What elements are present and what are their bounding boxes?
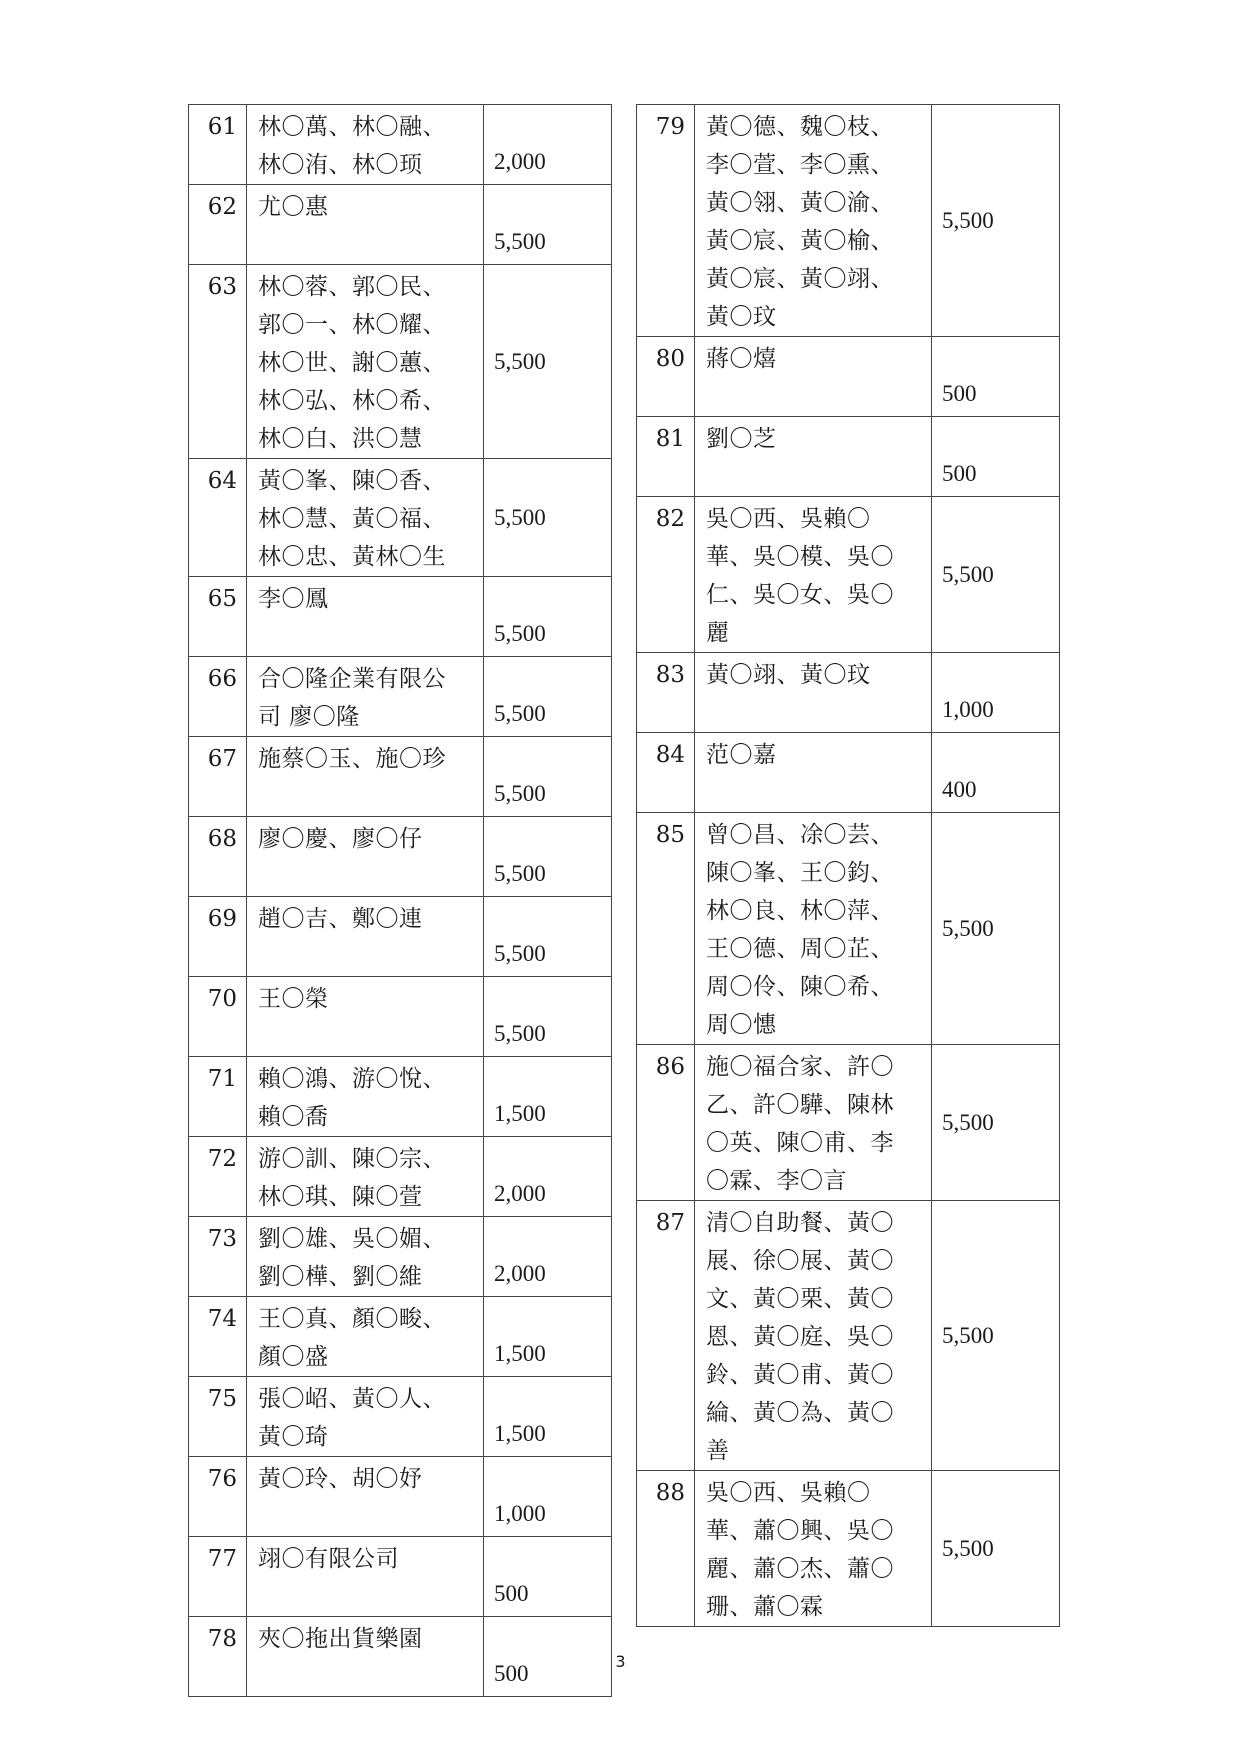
donor-names-line: 陳〇峯、王〇鈞、 (706, 860, 894, 886)
donor-row (637, 497, 1060, 653)
donor-names-line: 王〇榮 (258, 986, 329, 1012)
donor-names-line: 施蔡〇玉、施〇珍 (258, 746, 446, 772)
row-number: 82 (637, 497, 695, 653)
donation-amount: 5,500 (484, 577, 612, 657)
donor-names (695, 813, 932, 1045)
donor-names-line: 趙〇吉、鄭〇連 (258, 906, 423, 932)
row-number: 67 (189, 737, 247, 817)
donation-amount: 2,000 (484, 1137, 612, 1217)
donor-names-line: 乙、許〇驊、陳林 (706, 1092, 894, 1118)
donor-names-line: 李〇萱、李〇熏、 (706, 152, 894, 178)
donor-row (637, 337, 1060, 417)
donation-amount: 5,500 (484, 185, 612, 265)
donation-amount: 5,500 (932, 1045, 1060, 1201)
donor-names-line: 劉〇樺、劉〇維 (258, 1264, 423, 1290)
donation-amount: 5,500 (484, 459, 612, 577)
donor-names-line: 黃〇玟 (706, 304, 777, 330)
donor-names-line: 劉〇雄、吳〇媚、 (258, 1226, 446, 1252)
donor-row (189, 265, 612, 459)
donor-names-line: 華、吳〇模、吳〇 (706, 544, 894, 570)
row-number: 65 (189, 577, 247, 657)
donor-names-line: 林〇世、謝〇蕙、 (258, 350, 446, 376)
donor-names-line: 綸、黃〇為、黃〇 (706, 1400, 894, 1426)
donor-names (247, 265, 484, 459)
donation-amount: 500 (484, 1537, 612, 1617)
donor-names-line: 華、蕭〇興、吳〇 (706, 1518, 894, 1544)
donation-amount: 500 (932, 337, 1060, 417)
donor-names-line: 鈴、黃〇甫、黃〇 (706, 1362, 894, 1388)
donation-amount: 500 (484, 1617, 612, 1697)
donor-row (189, 817, 612, 897)
donor-names (247, 1217, 484, 1297)
row-number: 71 (189, 1057, 247, 1137)
donor-row (189, 977, 612, 1057)
donor-names-line: 林〇慧、黃〇福、 (258, 506, 446, 532)
donor-names-line: 黃〇峯、陳〇香、 (258, 468, 446, 494)
donor-names-line: 林〇洧、林〇顼 (258, 152, 423, 178)
donor-row (189, 459, 612, 577)
donation-amount: 5,500 (932, 1471, 1060, 1627)
donor-names-line: 施〇福合家、許〇 (706, 1054, 894, 1080)
donor-table-right (636, 104, 1060, 1627)
row-number: 66 (189, 657, 247, 737)
row-number: 78 (189, 1617, 247, 1697)
row-number: 85 (637, 813, 695, 1045)
row-number: 72 (189, 1137, 247, 1217)
donor-names-line: 仁、吳〇女、吳〇 (706, 582, 894, 608)
row-number: 64 (189, 459, 247, 577)
row-number: 79 (637, 105, 695, 337)
donor-names (247, 459, 484, 577)
donor-names-line: 張〇岹、黃〇人、 (258, 1386, 446, 1412)
donor-names-line: 黃〇翊、黃〇玟 (706, 662, 871, 688)
donor-row (189, 1297, 612, 1377)
donor-names-line: 黃〇德、魏〇枝、 (706, 114, 894, 140)
donor-names-line: 林〇萬、林〇融、 (258, 114, 446, 140)
donor-names-line: 展、徐〇展、黃〇 (706, 1248, 894, 1274)
donation-amount: 2,000 (484, 105, 612, 185)
donor-row (637, 1201, 1060, 1471)
donor-row (189, 185, 612, 265)
donor-names-line: 顏〇盛 (258, 1344, 329, 1370)
donor-names (247, 1377, 484, 1457)
donation-amount: 5,500 (484, 817, 612, 897)
donor-names (247, 657, 484, 737)
donor-names (247, 897, 484, 977)
donor-names-line: 曾〇昌、凃〇芸、 (706, 822, 894, 848)
donation-amount: 5,500 (484, 737, 612, 817)
donor-names-line: 吳〇西、吳賴〇 (706, 506, 871, 532)
donor-row (189, 1537, 612, 1617)
donor-names-line: 范〇嘉 (706, 742, 777, 768)
donor-names (695, 337, 932, 417)
donor-names-line: 麗、蕭〇杰、蕭〇 (706, 1556, 894, 1582)
donor-names-line: 林〇蓉、郭〇民、 (258, 274, 446, 300)
row-number: 76 (189, 1457, 247, 1537)
donor-names-line: 黃〇宸、黃〇榆、 (706, 228, 894, 254)
donation-amount: 400 (932, 733, 1060, 813)
donor-names (247, 817, 484, 897)
donation-amount: 5,500 (484, 657, 612, 737)
donor-names-line: 麗 (706, 620, 730, 646)
row-number: 63 (189, 265, 247, 459)
donation-amount: 5,500 (484, 897, 612, 977)
donor-row (189, 1137, 612, 1217)
donor-names-line: 林〇弘、林〇希、 (258, 388, 446, 414)
donor-names (247, 737, 484, 817)
donation-amount: 5,500 (484, 977, 612, 1057)
donor-names-line: 賴〇喬 (258, 1104, 329, 1130)
donation-amount: 5,500 (932, 813, 1060, 1045)
donor-names-line: 尤〇惠 (258, 194, 329, 220)
row-number: 87 (637, 1201, 695, 1471)
donor-row (189, 1377, 612, 1457)
donor-row (637, 105, 1060, 337)
donation-amount: 5,500 (484, 265, 612, 459)
row-number: 74 (189, 1297, 247, 1377)
donor-names (247, 577, 484, 657)
donor-names-line: 周〇憓 (706, 1012, 777, 1038)
row-number: 73 (189, 1217, 247, 1297)
row-number: 86 (637, 1045, 695, 1201)
donor-names-line: 合〇隆企業有限公 (258, 666, 446, 692)
donor-names-line: 林〇琪、陳〇萱 (258, 1184, 423, 1210)
donor-names-line: 黃〇翎、黃〇渝、 (706, 190, 894, 216)
donor-names-line: 夾〇拖出貨樂園 (258, 1626, 423, 1652)
donation-amount: 5,500 (932, 497, 1060, 653)
donor-row (189, 1217, 612, 1297)
donor-names-line: 文、黃〇栗、黃〇 (706, 1286, 894, 1312)
row-number: 81 (637, 417, 695, 497)
donor-row (189, 657, 612, 737)
row-number: 69 (189, 897, 247, 977)
donor-names-line: 賴〇鴻、游〇悅、 (258, 1066, 446, 1092)
row-number: 80 (637, 337, 695, 417)
page-number: 3 (615, 1652, 626, 1671)
donor-names-line: 王〇德、周〇芷、 (706, 936, 894, 962)
donation-amount: 2,000 (484, 1217, 612, 1297)
donor-names-line: 清〇自助餐、黃〇 (706, 1210, 894, 1236)
donor-names-line: 游〇訓、陳〇宗、 (258, 1146, 446, 1172)
donor-row (189, 1057, 612, 1137)
row-number: 77 (189, 1537, 247, 1617)
donor-table-left (188, 104, 612, 1697)
donor-row (189, 105, 612, 185)
donor-row (637, 1045, 1060, 1201)
donor-names (247, 1297, 484, 1377)
donation-amount: 1,500 (484, 1297, 612, 1377)
row-number: 70 (189, 977, 247, 1057)
donor-names (695, 733, 932, 813)
donor-row (189, 897, 612, 977)
donor-names (695, 497, 932, 653)
donation-amount: 1,000 (484, 1457, 612, 1537)
donor-names-line: 〇霖、李〇言 (706, 1168, 847, 1194)
donor-names-line: 廖〇慶、廖〇仔 (258, 826, 423, 852)
donor-names-line: 吳〇西、吳賴〇 (706, 1480, 871, 1506)
donor-names-line: 李〇鳳 (258, 586, 329, 612)
donation-amount: 1,500 (484, 1057, 612, 1137)
donor-names-line: 王〇真、顏〇畯、 (258, 1306, 446, 1332)
donor-row (189, 1457, 612, 1537)
donor-names-line: 劉〇芝 (706, 426, 777, 452)
donation-amount: 500 (932, 417, 1060, 497)
row-number: 68 (189, 817, 247, 897)
donor-names (247, 1057, 484, 1137)
row-number: 88 (637, 1471, 695, 1627)
donor-names-line: 蔣〇熺 (706, 346, 777, 372)
donor-names-line: 〇英、陳〇甫、李 (706, 1130, 894, 1156)
donor-row (637, 733, 1060, 813)
donor-names (247, 1457, 484, 1537)
donor-row (637, 813, 1060, 1045)
donor-names (695, 1201, 932, 1471)
donation-amount: 5,500 (932, 105, 1060, 337)
donation-amount: 5,500 (932, 1201, 1060, 1471)
donor-names-line: 林〇忠、黃林〇生 (258, 544, 446, 570)
donor-names (247, 1137, 484, 1217)
donor-names-line: 林〇良、林〇萍、 (706, 898, 894, 924)
donor-names (247, 105, 484, 185)
donation-amount: 1,000 (932, 653, 1060, 733)
donor-row (637, 417, 1060, 497)
donor-names (695, 653, 932, 733)
donor-names-line: 林〇白、洪〇慧 (258, 426, 423, 452)
donor-names (247, 977, 484, 1057)
donor-names-line: 珊、蕭〇霖 (706, 1594, 824, 1620)
donor-names-line: 黃〇玲、胡〇妤 (258, 1466, 423, 1492)
donor-names (247, 185, 484, 265)
row-number: 62 (189, 185, 247, 265)
row-number: 83 (637, 653, 695, 733)
donor-names-line: 黃〇宸、黃〇翊、 (706, 266, 894, 292)
row-number: 61 (189, 105, 247, 185)
row-number: 84 (637, 733, 695, 813)
donor-names-line: 司 廖〇隆 (258, 704, 360, 730)
donor-names (695, 105, 932, 337)
donor-names (695, 1471, 932, 1627)
donor-names-line: 翊〇有限公司 (258, 1546, 399, 1572)
donor-names (695, 1045, 932, 1201)
donor-row (637, 653, 1060, 733)
donor-names (247, 1537, 484, 1617)
donor-row (189, 737, 612, 817)
donor-names-line: 黃〇琦 (258, 1424, 329, 1450)
donor-row (189, 577, 612, 657)
donor-names (695, 417, 932, 497)
donor-names-line: 郭〇一、林〇耀、 (258, 312, 446, 338)
row-number: 75 (189, 1377, 247, 1457)
donation-amount: 1,500 (484, 1377, 612, 1457)
donor-names-line: 恩、黃〇庭、吳〇 (706, 1324, 894, 1350)
donor-names-line: 善 (706, 1438, 730, 1464)
donor-row (637, 1471, 1060, 1627)
donor-names-line: 周〇伶、陳〇希、 (706, 974, 894, 1000)
